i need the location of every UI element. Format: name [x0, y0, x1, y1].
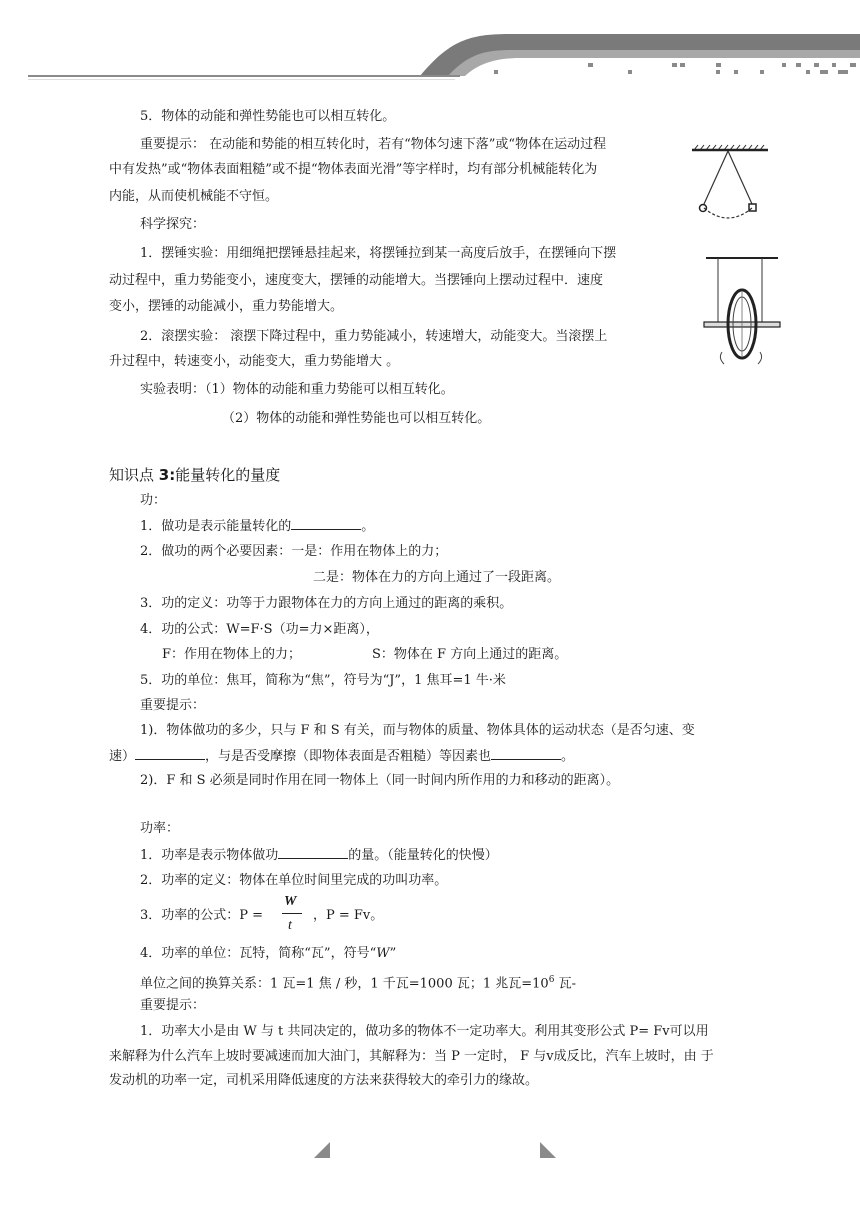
text-line: 重要提示：	[140, 698, 206, 713]
header-decoration	[0, 0, 860, 80]
text-line: 重要提示：	[140, 998, 206, 1013]
text-line: 1．功率大小是由 W 与 t 共同决定的，做功多的物体不一定功率大。利用其变形公式 P= Fv可以用	[140, 1024, 709, 1039]
text-line: 二是：物体在力的方向上通过了一段距离。	[313, 570, 561, 585]
text-span: 瓦-	[554, 976, 576, 992]
prev-page-triangle-icon[interactable]	[312, 1140, 332, 1160]
next-page-triangle-icon[interactable]	[538, 1140, 558, 1160]
text-line	[140, 971, 576, 993]
heading-number: 3:	[158, 466, 176, 484]
text-line: 内能，从而使机械能不守恒。	[109, 189, 279, 204]
formula-numerator: W	[284, 894, 297, 909]
text-line: 2．功率的定义：物体在单位时间里完成的功叫功率。	[140, 873, 448, 888]
text-line: 发动机的功率一定，司机采用降低速度的方法来获得较大的牵引力的缘故。	[109, 1073, 539, 1088]
text-line: 3．功的定义：功等于力跟物体在力的方向上通过的距离的乘积。	[140, 596, 513, 611]
text-line: 实验表明：（1）物体的动能和重力势能可以相互转化。	[140, 382, 454, 397]
text-line: 科学探究：	[140, 217, 206, 232]
fill-blank	[491, 747, 561, 760]
text-line: 2．做功的两个必要因素：一是：作用在物体上的力；	[140, 544, 448, 559]
text-line: 重要提示： 在动能和势能的相互转化时，若有“物体匀速下落”或“物体在运动过程	[140, 137, 607, 152]
text-line: 变小，摆锤的动能减小，重力势能增大。	[109, 299, 344, 314]
rolling-wheel-figure	[700, 252, 784, 370]
text-line: 来解释为什么汽车上坡时要减速而加大油门，其解释为：当 P 一定时， F 与v成反比，汽车上坡时，由 于	[109, 1049, 714, 1064]
fill-blank	[135, 747, 205, 760]
pendulum-figure	[688, 142, 770, 222]
text-line: 2)．F 和 S 必须是同时作用在同一物体上（同一时间内所作用的力和移动的距离）。	[140, 773, 620, 788]
text-line	[140, 517, 374, 536]
formula-denominator: t	[288, 918, 292, 933]
text-line: S：物体在 F 方向上通过的距离。	[372, 647, 568, 662]
text-line: 功率：	[140, 821, 180, 836]
text-line	[109, 747, 574, 766]
text-line: F：作用在物体上的力；	[162, 647, 302, 662]
heading-text: 能量转化的量度	[175, 466, 281, 484]
superscript: 6	[548, 975, 555, 985]
text-line: 1)．物体做功的多少，只与 F 和 S 有关，而与物体的质量、物体具体的运动状态（是否匀速、变	[140, 723, 695, 738]
text-span: 1．做功是表示能量转化的	[140, 519, 292, 534]
text-line	[140, 846, 498, 865]
text-span: 单位之间的换算关系：1 瓦=1 焦 / 秒，1 千瓦=1000 瓦；1 兆瓦=10	[140, 976, 549, 992]
text-span: 1．功率是表示物体做功	[140, 848, 279, 863]
text-span: ，与是否受摩擦（即物体表面是否粗糙）等因素也	[205, 749, 492, 764]
fill-blank	[278, 846, 348, 859]
text-line: 功：	[140, 493, 167, 508]
text-line: 动过程中，重力势能变小，速度变大，摆锤的动能增大。当摆锤向上摆动过程中．速度	[109, 273, 604, 288]
text-span: 的量。（能量转化的快慢）	[348, 848, 498, 863]
fraction-bar	[282, 913, 302, 914]
text-line: 2．滚摆实验： 滚摆下降过程中，重力势能减小，转速增大，动能变大。当滚摆上	[140, 329, 608, 344]
text-span: 速）	[109, 749, 136, 764]
text-span: 4．功率的单位：瓦特，简称“瓦”，符号“	[140, 946, 377, 961]
text-span: 。	[561, 749, 575, 764]
text-line	[140, 945, 396, 963]
text-line: ，P = Fv。	[313, 908, 384, 923]
text-line: 5．物体的动能和弹性势能也可以相互转化。	[140, 109, 396, 124]
text-line: 3．功率的公式：P =	[140, 908, 264, 923]
text-line: 5．功的单位：焦耳，简称为“焦”，符号为“J”，1 焦耳=1 牛·米	[140, 673, 506, 688]
text-line: 4．功的公式：W=F·S（功=力×距离），	[140, 622, 379, 637]
text-line: （2）物体的动能和弹性势能也可以相互转化。	[222, 411, 491, 426]
text-span: W	[376, 946, 390, 961]
text-line: 中有发热”或“物体表面粗糙”或不提“物体表面光滑”等字样时，均有部分机械能转化为	[109, 162, 598, 177]
fill-blank	[291, 517, 361, 530]
text-line: 升过程中，转速变小，动能变大，重力势能增大 。	[109, 354, 400, 369]
section-heading	[109, 466, 280, 484]
text-line: 1．摆锤实验：用细绳把摆锤悬挂起来，将摆锤拉到某一高度后放手，在摆锤向下摆	[140, 246, 617, 261]
heading-prefix: 知识点	[109, 466, 159, 484]
text-span: 。	[361, 519, 375, 534]
text-span: ”	[389, 946, 397, 961]
